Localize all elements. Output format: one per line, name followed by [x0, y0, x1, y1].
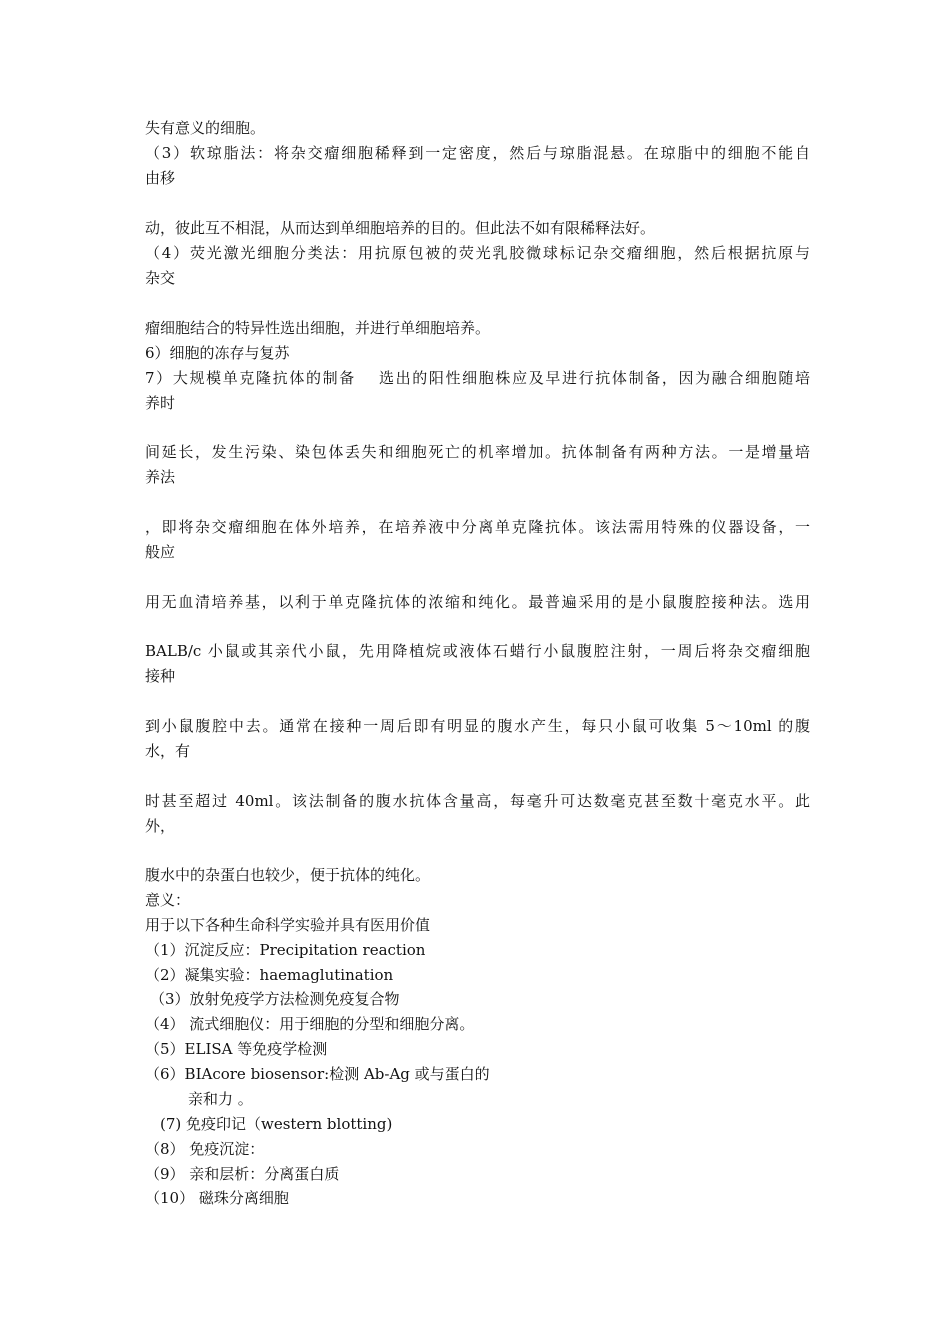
text-line: 由移	[145, 169, 176, 187]
text-line: （4）荧光激光细胞分类法：用抗原包被的荧光乳胶微球标记杂交瘤细胞，然后根据抗原与	[145, 244, 810, 262]
list-item: （5）ELISA 等免疫学检测	[145, 1040, 328, 1058]
text-line: 瘤细胞结合的特异性选出细胞，并进行单细胞培养。	[145, 319, 491, 337]
text-line: 养法	[145, 468, 176, 486]
list-item: （4） 流式细胞仪：用于细胞的分型和细胞分离。	[145, 1015, 475, 1033]
text-line: 腹水中的杂蛋白也较少，便于抗体的纯化。	[145, 866, 431, 884]
text-line: 杂交	[145, 269, 176, 287]
text-line: 意义：	[145, 891, 191, 909]
list-item: （6）BIAcore biosensor:检测 Ab-Ag 或与蛋白的	[145, 1065, 490, 1083]
text-line: （3）软琼脂法：将杂交瘤细胞稀释到一定密度，然后与琼脂混悬。在琼脂中的细胞不能自	[145, 144, 810, 162]
text-line: ，即将杂交瘤细胞在体外培养，在培养液中分离单克隆抗体。该法需用特殊的仪器设备，一	[145, 518, 810, 536]
text-line: 间延长，发生污染、染包体丢失和细胞死亡的机率增加。抗体制备有两种方法。一是增量培	[145, 443, 810, 461]
text-line: 养时	[145, 394, 176, 412]
text-line: 水，有	[145, 742, 191, 760]
text-line: 失有意义的细胞。	[145, 119, 266, 137]
list-item: （3）放射免疫学方法检测免疫复合物	[150, 990, 400, 1008]
text-line: 7）大规模单克隆抗体的制备 选出的阳性细胞株应及早进行抗体制备，因为融合细胞随培	[145, 369, 810, 387]
list-item-continuation: 亲和力 。	[188, 1090, 253, 1108]
text-line: 到小鼠腹腔中去。通常在接种一周后即有明显的腹水产生，每只小鼠可收集 5～10ml 的腹	[145, 717, 810, 735]
list-item: (7) 免疫印记（western blotting)	[160, 1115, 393, 1133]
list-item: （2）凝集实验：haemaglutination	[145, 966, 394, 984]
list-item: （1）沉淀反应：Precipitation reaction	[145, 941, 426, 959]
text-line: 6）细胞的冻存与复苏	[145, 344, 290, 362]
text-line: BALB/c 小鼠或其亲代小鼠，先用降植烷或液体石蜡行小鼠腹腔注射，一周后将杂交瘤细胞	[145, 642, 810, 660]
text-line: 接种	[145, 667, 176, 685]
list-item: （9） 亲和层析：分离蛋白质	[145, 1165, 340, 1183]
text-line: 外，	[145, 817, 176, 835]
list-item: （8） 免疫沉淀：	[145, 1140, 265, 1158]
text-line: 动，彼此互不相混，从而达到单细胞培养的目的。但此法不如有限稀释法好。	[145, 219, 656, 237]
text-line: 用无血清培养基，以利于单克隆抗体的浓缩和纯化。最普遍采用的是小鼠腹腔接种法。选用	[145, 593, 810, 611]
text-line: 时甚至超过 40ml。该法制备的腹水抗体含量高，每毫升可达数毫克甚至数十毫克水平。此	[145, 792, 810, 810]
text-line: 用于以下各种生命科学实验并具有医用价值	[145, 916, 431, 934]
list-item: （10） 磁珠分离细胞	[145, 1189, 289, 1207]
text-line: 般应	[145, 543, 176, 561]
